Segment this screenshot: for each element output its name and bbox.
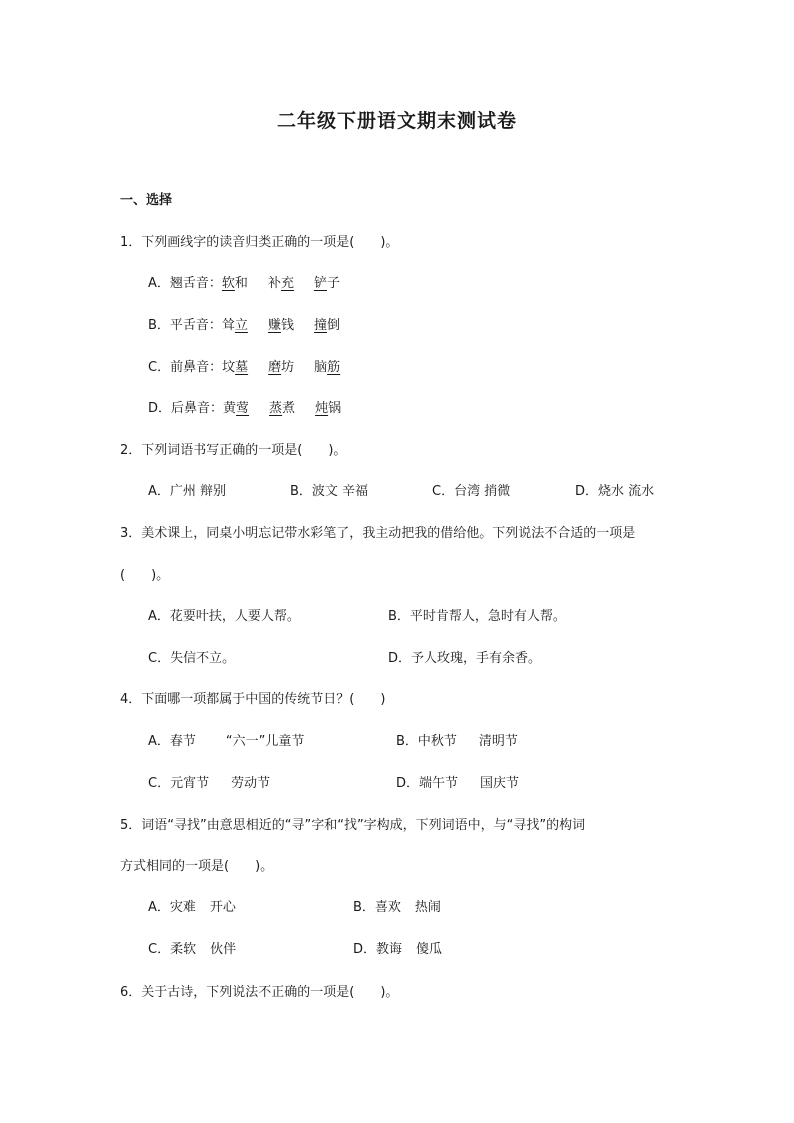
underlined-char: 赚 (267, 318, 281, 333)
page-title: 二年级下册语文期末测试卷 (276, 110, 517, 132)
plain-char: 补 (267, 276, 281, 291)
option-label: A．翘舌音： (148, 276, 222, 291)
underlined-char: 磨 (268, 360, 282, 375)
option-text: 劳动节 (231, 776, 271, 791)
question-1-option-d (148, 400, 341, 418)
question-5-option-b (353, 899, 441, 917)
question-5-option-c (148, 941, 236, 959)
underlined-char: 莺 (236, 401, 250, 416)
question-5-stem-continued: 方式相同的一项是( )。 (120, 859, 274, 874)
plain-char: 耸 (221, 318, 235, 333)
question-2-option-c: C．台湾 捎微 (432, 484, 511, 499)
question-1-option-b (148, 317, 340, 335)
option-label: D．后鼻音： (148, 401, 224, 416)
question-3-option-b: B．平时肯帮人，急时有人帮。 (388, 609, 566, 624)
underlined-char: 蒸 (269, 401, 283, 416)
option-text: A．春节 (148, 734, 196, 749)
plain-char: 坟 (222, 360, 236, 375)
question-3-option-a: A．花要叶扶，人要人帮。 (148, 609, 300, 624)
option-text: D．端午节 (396, 776, 459, 791)
question-1-option-c (148, 359, 340, 377)
option-text: “六一”儿童节 (225, 734, 305, 749)
option-text: 傻瓜 (416, 942, 443, 957)
question-1-option-a (148, 275, 340, 293)
question-2-option-d: D．烧水 流水 (575, 484, 655, 499)
question-4-option-b (396, 733, 518, 751)
question-3-option-d: D．予人玫瑰，手有余香。 (388, 651, 542, 666)
plain-char: 和 (234, 276, 248, 291)
plain-char: 坊 (281, 360, 295, 375)
option-text: C．元宵节 (148, 776, 210, 791)
option-text: 清明节 (478, 734, 518, 749)
question-5-option-a (148, 899, 236, 917)
section-heading: 一、选择 (120, 193, 173, 208)
question-1-stem: 1．下列画线字的读音归类正确的一项是( )。 (120, 235, 399, 250)
option-text: 开心 (209, 900, 236, 915)
question-5-option-d (353, 941, 442, 959)
question-4-option-d (396, 775, 519, 793)
question-2-stem: 2．下列词语书写正确的一项是( )。 (120, 443, 347, 458)
option-label: B．平舌音： (148, 318, 222, 333)
question-3-option-c: C．失信不立。 (148, 651, 236, 666)
plain-char: 锅 (328, 401, 342, 416)
option-text: 热闹 (414, 900, 441, 915)
plain-char: 煮 (282, 401, 296, 416)
underlined-char: 炖 (315, 401, 329, 416)
option-text: B．喜欢 (353, 900, 401, 915)
underlined-char: 墓 (235, 360, 249, 375)
plain-char: 钱 (280, 318, 294, 333)
plain-char: 倒 (327, 318, 341, 333)
question-2-option-a: A．广州 辩别 (148, 484, 227, 499)
plain-char: 脑 (314, 360, 328, 375)
option-text: B．中秋节 (396, 734, 457, 749)
option-label: C．前鼻音： (148, 360, 223, 375)
question-5-stem: 5．词语“寻找”由意思相近的“寻”字和“找”字构成，下列词语中，与“寻找”的构词 (120, 818, 586, 833)
underlined-char: 立 (234, 318, 248, 333)
question-3-stem: 3．美术课上，同桌小明忘记带水彩笔了，我主动把我的借给他。下列说法不合适的一项是 (120, 526, 636, 541)
option-text: 伙伴 (210, 942, 237, 957)
underlined-char: 软 (221, 276, 235, 291)
question-2-option-b: B．波文 辛福 (290, 484, 369, 499)
option-text: D．教诲 (353, 942, 403, 957)
option-text: C．柔软 (148, 942, 197, 957)
underlined-char: 筋 (327, 360, 341, 375)
option-text: A．灾难 (148, 900, 196, 915)
question-4-option-c (148, 775, 270, 793)
question-4-option-a (148, 733, 304, 751)
question-6-stem: 6．关于古诗，下列说法不正确的一项是( )。 (120, 985, 399, 1000)
option-text: 国庆节 (480, 776, 520, 791)
underlined-char: 铲 (313, 276, 327, 291)
underlined-char: 撞 (313, 318, 327, 333)
plain-char: 黄 (223, 401, 237, 416)
question-4-stem: 4．下面哪一项都属于中国的传统节日？( ) (120, 692, 386, 707)
plain-char: 子 (326, 276, 340, 291)
underlined-char: 充 (280, 276, 294, 291)
question-3-stem-continued: ( )。 (120, 568, 170, 583)
